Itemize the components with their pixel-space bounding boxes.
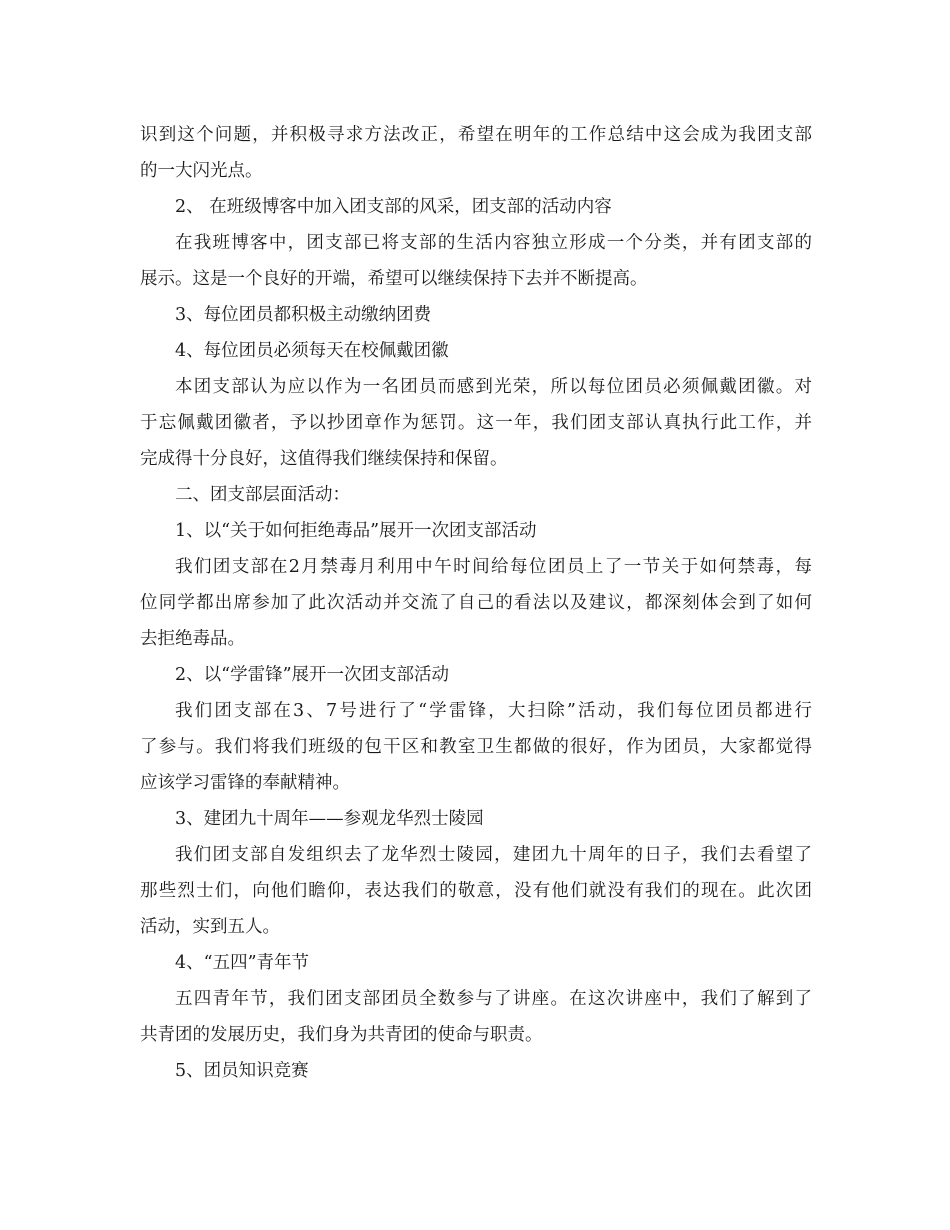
text-line: 共青团的发展历史，我们身为共青团的使命与职责。 <box>140 1025 543 1045</box>
text-line: 我们团支部在3、7号进行了“学雷锋，大扫除”活动，我们每位团员都进行 <box>175 701 812 721</box>
section-heading: 2、以“学雷锋”展开一次团支部活动 <box>175 665 450 685</box>
text-line: 于忘佩戴团徽者，予以抄团章作为惩罚。这一年，我们团支部认真执行此工作，并 <box>140 413 812 433</box>
text-line: 在我班博客中，团支部已将支部的生活内容独立形成一个分类，并有团支部的 <box>175 233 812 253</box>
text-line: 我们团支部在2月禁毒月利用中午时间给每位团员上了一节关于如何禁毒，每 <box>175 557 812 577</box>
text-line: 我们团支部自发组织去了龙华烈士陵园，建团九十周年的日子，我们去看望了 <box>175 845 812 865</box>
section-heading: 3、每位团员都积极主动缴纳团费 <box>175 305 432 325</box>
text-line: 应该学习雷锋的奉献精神。 <box>140 773 350 793</box>
text-line: 识到这个问题，并积极寻求方法改正，希望在明年的工作总结中这会成为我团支部 <box>140 125 812 145</box>
section-heading: 3、建团九十周年——参观龙华烈士陵园 <box>175 809 484 829</box>
text-line: 那些烈士们，向他们瞻仰，表达我们的敬意，没有他们就没有我们的现在。此次团 <box>140 881 812 901</box>
section-heading: 2、 在班级博客中加入团支部的风采，团支部的活动内容 <box>175 197 612 217</box>
text-line: 本团支部认为应以作为一名团员而感到光荣，所以每位团员必须佩戴团徽。对 <box>175 377 812 397</box>
text-line: 了参与。我们将我们班级的包干区和教室卫生都做的很好，作为团员，大家都觉得 <box>140 737 812 757</box>
text-line: 去拒绝毒品。 <box>140 629 245 649</box>
section-heading: 二、团支部层面活动： <box>175 485 350 505</box>
section-heading: 4、每位团员必须每天在校佩戴团徽 <box>175 341 449 361</box>
text-line: 的一大闪光点。 <box>140 161 263 181</box>
text-line: 五四青年节，我们团支部团员全数参与了讲座。在这次讲座中，我们了解到了 <box>175 989 812 1009</box>
section-heading: 4、“五四”青年节 <box>175 953 310 973</box>
text-line: 完成得十分良好，这值得我们继续保持和保留。 <box>140 449 508 469</box>
section-heading: 1、以“关于如何拒绝毒品”展开一次团支部活动 <box>175 521 537 541</box>
document-body <box>140 117 812 1089</box>
text-line: 位同学都出席参加了此次活动并交流了自己的看法以及建议，都深刻体会到了如何 <box>140 593 812 613</box>
text-line: 展示。这是一个良好的开端，希望可以继续保持下去并不断提高。 <box>140 269 648 289</box>
section-heading: 5、团员知识竞赛 <box>175 1061 309 1081</box>
text-line: 活动，实到五人。 <box>140 917 280 937</box>
